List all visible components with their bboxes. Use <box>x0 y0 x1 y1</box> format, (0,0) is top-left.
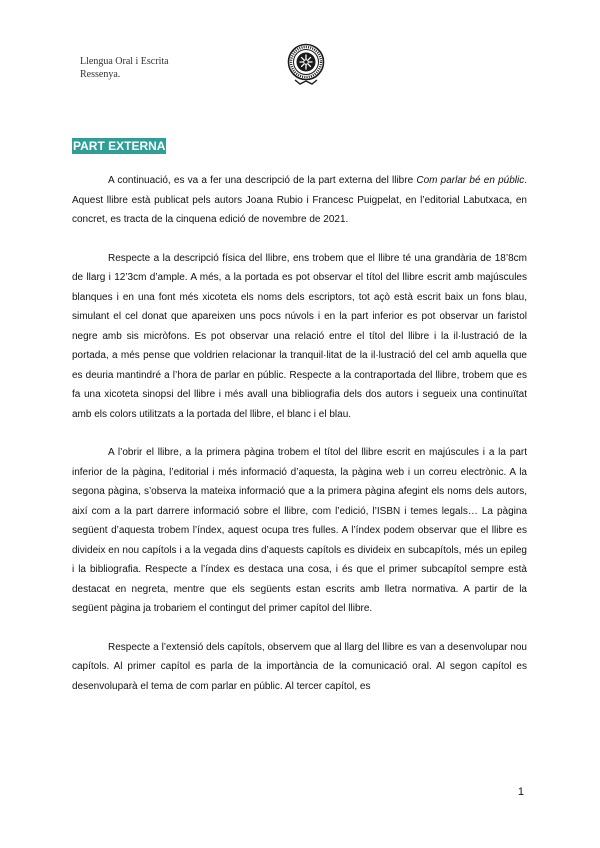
paragraph-physical-description: Respecte a la descripció física del llibre, ens trobem que el llibre té una grandària de 18’8cm de llarg i 12’3cm d’ample. A més, a la portada es pot observar el títol del llibre escrit amb majúscules blanques i en una font més xicoteta els noms dels escriptors, tot açò està escrit baix un fons blau, simulant el cel donat que apareixen uns pocs núvols i en la part inferior es pot observar un faristol negre amb sis micròfons. Es pot observar una relació entre el títol del llibre i la il·lustració de la portada, a més pense que voldrien relacionar la tranquil·litat de la il·lustració del cel amb aquella que es deuria mantindré a l’hora de parlar en públic. Respecte a la contraportada del llibre, trobem que es fa una xicoteta sinopsi del llibre i més avall una bibliografia dels dos autors i segueix una continuïtat amb els colors utilitzats a la portada del llibre, el blanc i el blau. <box>72 252 527 420</box>
section-heading: PART EXTERNA <box>73 139 166 153</box>
paragraph-intro-start: A continuació, es va a fer una descripció de la part externa del llibre <box>108 175 417 186</box>
book-title: Com parlar bé en públic <box>416 175 525 186</box>
document-body <box>72 171 527 696</box>
page-number: 1 <box>517 786 524 798</box>
paragraph-intro-end: . Aquest llibre està publicat pels autors Joana Rubio i Francesc Puigpelat, en l’editorial Labutxaca, en concret, es tracta de la cinquena edició de novembre de 2021. <box>72 175 527 225</box>
paragraph-intro <box>72 171 527 230</box>
paragraph-first-pages: A l’obrir el llibre, a la primera pàgina trobem el títol del llibre escrit en majúscules i a la part inferior de la pàgina, l’editorial i més informació d’aquesta, la pàgina web i un correu electrònic. A la segona pàgina, s’observa la mateixa informació que a la primera pàgina afegint els noms dels autors, així com a la part darrere informació sobre el llibre, com l’edició, l’ISBN i temes legals… La pàgina següent d’aquesta trobem l’índex, aquest ocupa tres fulles. A l’índex podem observar que el llibre es divideix en nou capítols i a la vegada dins d’aquests capítols es divideix en subcapítols, més un epileg i la bibliografia. Respecte a l’índex es destaca una cosa, i és que el primer subcapítol sempre està destacat en negreta, mentre que els següents estan escrits amb lletra normativa. A partir de la següent pàgina ja trobariem el contingut del primer capítol del llibre. <box>72 447 527 614</box>
header-document-type: Ressenya. <box>80 68 121 80</box>
document-header <box>80 56 169 81</box>
paragraph-chapters: Respecte a l’extensió dels capítols, observem que al llarg del llibre es van a desenvolupar nou capítols. Al primer capítol es parla de la importància de la comunicació oral. Al segon capítol es desenvoluparà el tema de com parlar en públic. Al tercer capítol, es <box>72 641 527 692</box>
university-seal-icon <box>286 41 326 87</box>
header-course-name: Llengua Oral i Escrita <box>80 56 169 67</box>
